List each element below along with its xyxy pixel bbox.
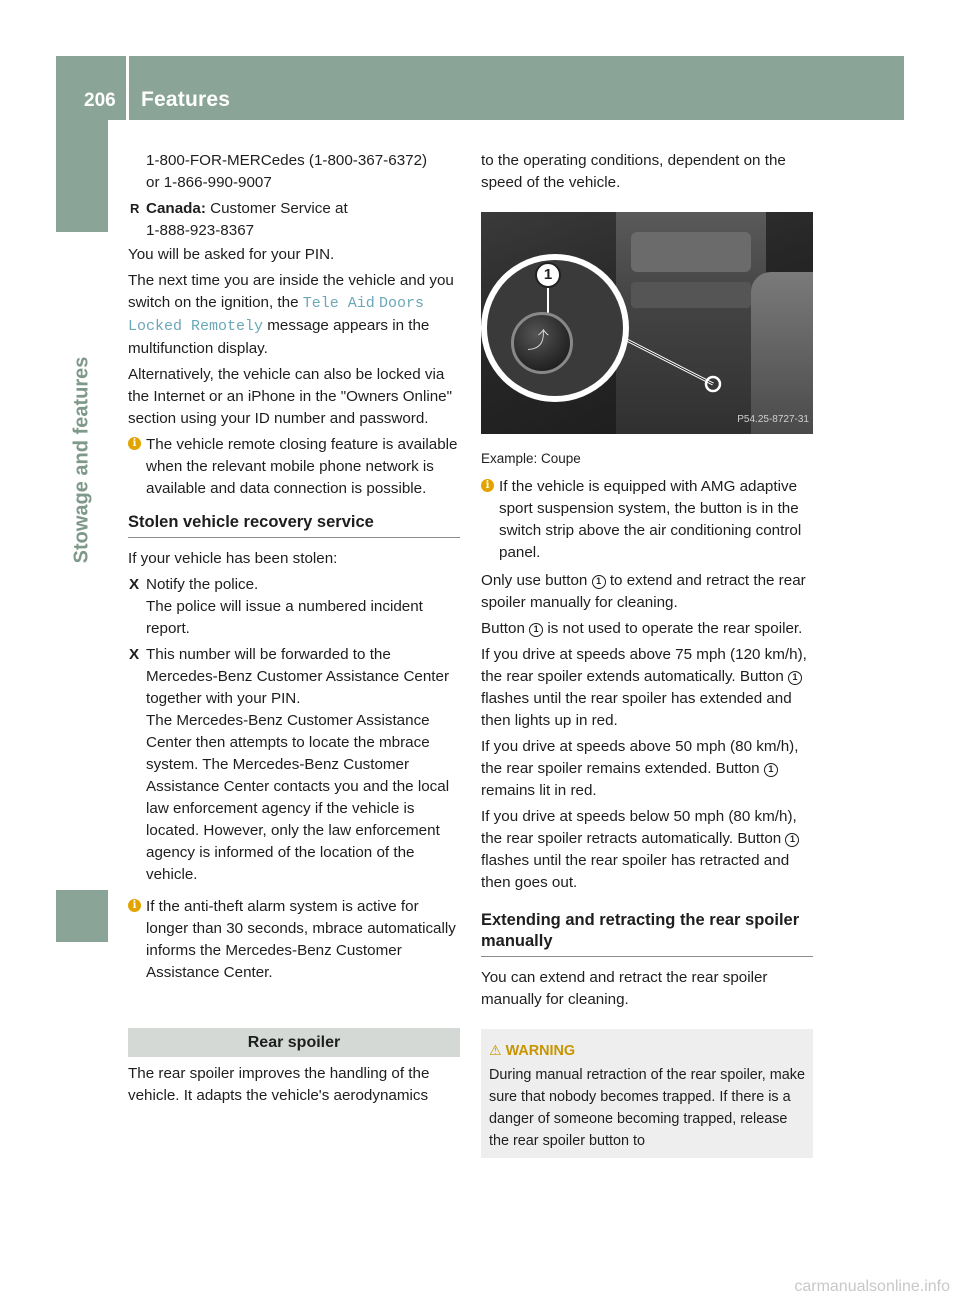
display-message-tele-aid: Tele Aid bbox=[302, 295, 375, 312]
spoiler-icon: ⤴ bbox=[527, 328, 550, 353]
note-text: The vehicle remote closing feature is available when the relevant mobile phone network is available and data connection is possible. bbox=[146, 436, 458, 497]
rear-spoiler-intro: The rear spoiler improves the handling of the vehicle. It adapts the vehicle's aerodynamics bbox=[128, 1065, 430, 1104]
paragraph-only-use bbox=[481, 570, 813, 614]
continued-text: to the operating conditions, dependent on the speed of the vehicle. bbox=[481, 152, 786, 191]
phone-line-1: 1-800-FOR-MERCedes (1-800-367-6372) bbox=[146, 152, 428, 169]
section-heading-stolen: Stolen vehicle recovery service bbox=[128, 512, 460, 538]
watermark: carmanualsonline.info bbox=[794, 1278, 950, 1295]
canada-label: Canada: bbox=[146, 200, 206, 217]
step-arrow-icon: X bbox=[129, 646, 140, 663]
extending-text: You can extend and retract the rear spoiler manually for cleaning. bbox=[481, 969, 768, 1008]
warning-text: During manual retraction of the rear spoiler, make sure that nobody becomes trapped. If there is a danger of someone becoming trapped, release the rear spoiler button to bbox=[489, 1067, 805, 1149]
note-text: If the anti-theft alarm system is active for longer than 30 seconds, mbrace automatically informs the Mercedes-Benz Customer Assistance Center. bbox=[146, 898, 456, 981]
paragraph-not-used bbox=[481, 618, 813, 640]
warning-triangle-icon: ⚠ bbox=[489, 1042, 502, 1058]
left-column bbox=[128, 150, 460, 1107]
display-message-doors-locked: Doors Locked Remotely bbox=[128, 295, 425, 335]
step-notify-police bbox=[128, 574, 460, 640]
text: If you drive at speeds above 75 mph (120 km/h), the rear spoiler extends automatically. Button bbox=[481, 646, 807, 685]
bullet-marker: R bbox=[130, 201, 140, 216]
pin-text: You will be asked for your PIN. bbox=[128, 246, 335, 263]
paragraph-above-75 bbox=[481, 644, 813, 732]
text: flashes until the rear spoiler has retracted and then goes out. bbox=[481, 852, 790, 891]
text: flashes until the rear spoiler has extended and then lights up in red. bbox=[481, 690, 792, 729]
right-column bbox=[481, 150, 813, 1158]
warning-box bbox=[481, 1029, 813, 1158]
text: If you drive at speeds below 50 mph (80 km/h), the rear spoiler retracts automatically. Button bbox=[481, 808, 797, 847]
next-text-a: The next time you are inside the vehicle and you switch on the ignition, the bbox=[128, 272, 454, 311]
info-icon: i bbox=[128, 899, 141, 912]
canada-text: Customer Service at bbox=[205, 200, 348, 217]
page-title: Features bbox=[141, 88, 231, 111]
phone-line-2: or 1-866-990-9007 bbox=[146, 174, 272, 191]
side-tab-square bbox=[56, 890, 108, 942]
paragraph-above-50 bbox=[481, 736, 813, 802]
callout-ref-icon: 1 bbox=[592, 575, 606, 589]
spoiler-button-photo bbox=[481, 212, 813, 434]
info-note-anti-theft bbox=[128, 896, 460, 984]
warning-label: WARNING bbox=[505, 1043, 576, 1059]
text: Only use button bbox=[481, 572, 592, 589]
image-code: P54.25-8727-31 bbox=[737, 414, 809, 425]
section-heading-rear-spoiler: Rear spoiler bbox=[128, 1028, 460, 1057]
section-heading-extending: Extending and retracting the rear spoiler manually bbox=[481, 910, 813, 957]
info-icon: i bbox=[481, 479, 494, 492]
next-time-paragraph bbox=[128, 270, 460, 360]
canada-bullet bbox=[128, 198, 460, 242]
step-result: The Mercedes-Benz Customer Assistance Center then attempts to locate the mbrace system. The Mercedes-Benz Customer Assistance Center contacts you and the local law enforcement agency if the vehicle is located. However, only the law enforcement agency is informed of the location of the vehicle. bbox=[146, 712, 450, 883]
stolen-intro: If your vehicle has been stolen: bbox=[128, 550, 338, 567]
warning-title bbox=[489, 1039, 805, 1062]
text: to extend and retract the rear spoiler manually for cleaning. bbox=[481, 572, 806, 611]
callout-ref-icon: 1 bbox=[764, 763, 778, 777]
step-forward-number bbox=[128, 644, 460, 886]
step-text: This number will be forwarded to the Mercedes-Benz Customer Assistance Center together with your PIN. bbox=[146, 646, 450, 707]
side-chapter-label-text: Stowage and features bbox=[70, 356, 93, 564]
text: is not used to operate the rear spoiler. bbox=[543, 620, 803, 637]
step-result: The police will issue a numbered incident report. bbox=[146, 598, 423, 637]
step-arrow-icon: X bbox=[129, 576, 140, 593]
header-divider bbox=[126, 56, 129, 120]
callout-ref-icon: 1 bbox=[788, 671, 802, 685]
text: Button bbox=[481, 620, 530, 637]
alternative-paragraph: Alternatively, the vehicle can also be locked via the Internet or an iPhone in the "Owners Online" section using your ID number and password. bbox=[128, 366, 453, 427]
photo-caption: Example: Coupe bbox=[481, 451, 581, 466]
note-text: If the vehicle is equipped with AMG adaptive sport suspension system, the button is in the switch strip above the air conditioning control panel. bbox=[499, 478, 802, 561]
info-note-amg bbox=[481, 476, 813, 564]
step-text: Notify the police. bbox=[146, 576, 259, 593]
text: remains lit in red. bbox=[481, 782, 597, 799]
callout-number: 1 bbox=[535, 262, 561, 288]
callout-ref-icon: 1 bbox=[529, 623, 543, 637]
next-text-b: message appears in the multifunction display. bbox=[128, 317, 430, 357]
info-note-remote-closing bbox=[128, 434, 460, 500]
page-number: 206 bbox=[84, 90, 116, 111]
side-tab-strip bbox=[56, 120, 108, 232]
paragraph-below-50 bbox=[481, 806, 813, 894]
canada-phone: 1-888-923-8367 bbox=[146, 222, 255, 239]
text: If you drive at speeds above 50 mph (80 km/h), the rear spoiler remains extended. Button bbox=[481, 738, 799, 777]
callout-ref-icon: 1 bbox=[785, 833, 799, 847]
info-icon: i bbox=[128, 437, 141, 450]
